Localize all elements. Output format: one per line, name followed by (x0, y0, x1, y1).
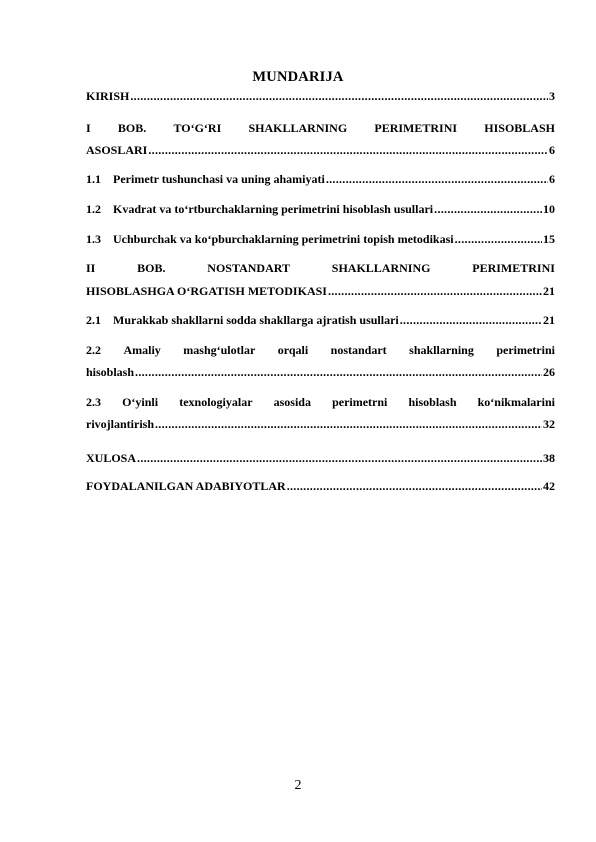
toc-word: hisoblash (408, 395, 457, 409)
toc-word: BOB. (137, 261, 166, 275)
toc-label: Murakkab shakllarni sodda shakllarga ajratish usullari (113, 313, 399, 327)
dot-leader (326, 171, 548, 187)
toc-word: SHAKLLARNING (331, 261, 431, 275)
toc-word: O‘yinli (122, 395, 159, 409)
toc-section-number: 1.3 (86, 232, 101, 246)
toc-entry-adabiyotlar[interactable] (86, 478, 555, 494)
toc-word: ko‘nikmalarini (477, 395, 555, 409)
page-title: MUNDARIJA (252, 69, 344, 85)
toc-page-number: 21 (543, 284, 555, 298)
toc-page-number: 3 (549, 89, 555, 103)
toc-entry-bob2-line1[interactable] (86, 260, 555, 276)
toc-word: orqali (277, 343, 309, 357)
dot-leader (135, 364, 542, 380)
toc-label: Perimetr tushunchasi va uning ahamiyati (113, 172, 325, 186)
dot-leader (130, 88, 548, 104)
toc-page-number: 6 (549, 172, 555, 186)
toc-page-number: 15 (543, 232, 555, 246)
toc-word: NOSTANDART (207, 261, 290, 275)
toc-label: ASOSLARI (86, 143, 148, 157)
toc-section-number: 1.1 (86, 172, 101, 186)
toc-word: perimetrni (332, 395, 388, 409)
toc-word: 2.3 (86, 395, 101, 409)
toc-entry-bob1-line2[interactable] (86, 142, 555, 158)
toc-word: II (86, 261, 96, 275)
dot-leader (328, 283, 542, 299)
toc-entry-2-1[interactable] (86, 312, 555, 328)
toc-word: asosida (273, 395, 311, 409)
toc-label: hisoblash (86, 365, 135, 379)
toc-entry-2-2-line1[interactable] (86, 342, 555, 358)
toc-entry-bob1-line1[interactable] (86, 120, 555, 136)
toc-section-number: 2.1 (86, 313, 101, 327)
toc-label: KIRISH (86, 89, 130, 103)
toc-label: FOYDALANILGAN ADABIYOTLAR (86, 479, 286, 493)
toc-label: Kvadrat va to‘rtburchaklarning perimetrini hisoblash usullari (113, 202, 434, 216)
toc-entry-1-3[interactable] (86, 231, 555, 247)
toc-entry-bob2-line2[interactable] (86, 283, 555, 299)
toc-page-number: 21 (543, 313, 555, 327)
toc-page-number: 38 (543, 451, 555, 465)
toc-word: mashg‘ulotlar (183, 343, 256, 357)
page-number: 2 (294, 778, 302, 793)
toc-word: SHAKLLARNING (248, 121, 348, 135)
toc-word: 2.2 (86, 343, 101, 357)
toc-label: XULOSA (86, 451, 137, 465)
dot-leader (400, 312, 542, 328)
toc-word: Amaliy (123, 343, 161, 357)
toc-page-number: 10 (543, 202, 555, 216)
toc-section-number: 1.2 (86, 202, 101, 216)
toc-word: nostandart (330, 343, 387, 357)
toc-page-number: 26 (543, 365, 555, 379)
toc-word: TO‘G‘RI (173, 121, 222, 135)
toc-page-number: 32 (543, 417, 555, 431)
toc-entry-2-3-line1[interactable] (86, 394, 555, 410)
toc-word: texnologiyalar (179, 395, 253, 409)
toc-word: HISOBLASH (484, 121, 555, 135)
toc-page-number: 42 (543, 479, 555, 493)
toc-label: HISOBLASHGA O‘RGATISH METODIKASI (86, 284, 327, 298)
toc-page-number: 6 (549, 143, 555, 157)
dot-leader (455, 231, 542, 247)
dot-leader (287, 478, 542, 494)
toc-word: PERIMETRINI (472, 261, 555, 275)
toc-label: rivojlantirish (86, 417, 154, 431)
toc-entry-kirish[interactable] (86, 88, 555, 104)
toc-word: I (86, 121, 91, 135)
toc-word: shakllarning (409, 343, 474, 357)
toc-word: BOB. (117, 121, 147, 135)
toc-entry-xulosa[interactable] (86, 450, 555, 466)
toc-entry-2-2-line2[interactable] (86, 364, 555, 380)
toc-entry-1-1[interactable] (86, 171, 555, 187)
toc-word: PERIMETRINI (374, 121, 458, 135)
toc-word: perimetrini (496, 343, 555, 357)
toc-entry-1-2[interactable] (86, 201, 555, 217)
dot-leader (148, 142, 548, 158)
toc-label: Uchburchak va ko‘pburchaklarning perimetrini topish metodikasi (113, 232, 454, 246)
toc-entry-2-3-line2[interactable] (86, 416, 555, 432)
dot-leader (137, 450, 542, 466)
dot-leader (434, 201, 542, 217)
dot-leader (155, 416, 542, 432)
